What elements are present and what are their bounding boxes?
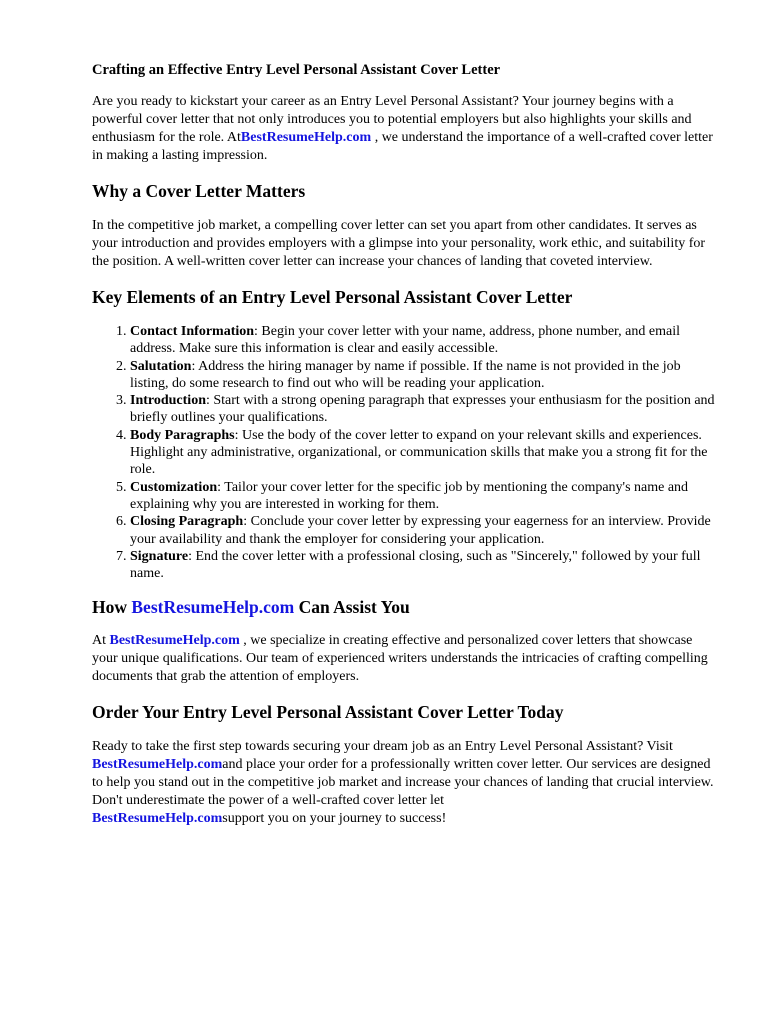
order-paragraph xyxy=(92,738,718,828)
list-item-term: Salutation xyxy=(130,358,192,374)
list-item-term: Contact Information xyxy=(130,324,255,339)
list-item xyxy=(130,358,718,393)
list-item-text: : Tailor your cover letter for the specific job by mentioning the company's name and explaining why you are interested in working for them. xyxy=(130,479,689,512)
order-text-end: support you on your journey to success! xyxy=(222,811,447,827)
list-item xyxy=(130,548,718,583)
list-item-text: : Start with a strong opening paragraph that expresses your enthusiasm for the position and briefly outlines your qualifications. xyxy=(130,393,715,426)
list-item-term: Signature xyxy=(130,548,189,564)
list-item-text: : Conclude your cover letter by expressing your eagerness for an interview. Provide your availability and thank the employer for considering your application. xyxy=(130,514,711,547)
why-heading: Why a Cover Letter Matters xyxy=(92,181,306,201)
bestresumehelp-link[interactable]: BestResumeHelp.com xyxy=(240,130,372,145)
order-text-middle: and place your order for a professionally written cover letter. Our services are designed to help you stand out in the competitive job market and increase your chances of landing that crucial interview. Don't underestimate the power of a well-crafted cover letter let xyxy=(92,757,714,809)
how-heading-end: Can Assist You xyxy=(294,597,410,618)
intro-text-start: Are you ready to kickstart your career as an Entry Level Personal Assistant? Your journey begins with a powerful cover letter that not only introduces you to potential employers but also highlights your skills and enthusiasm for the role. At xyxy=(92,94,692,145)
order-heading: Order Your Entry Level Personal Assistant Cover Letter Today xyxy=(92,702,564,723)
list-item-term: Closing Paragraph xyxy=(130,514,244,530)
list-item xyxy=(130,323,718,358)
list-item xyxy=(130,392,718,427)
list-item-text: : Begin your cover letter with your name, address, phone number, and email address. Make sure this information is clear and easily accessible. xyxy=(130,324,680,357)
how-paragraph xyxy=(92,632,718,686)
list-item-text: : Address the hiring manager by name if possible. If the name is not provided in the job listing, do some research to find out who will be reading your application. xyxy=(130,358,681,391)
how-heading xyxy=(92,596,718,618)
bestresumehelp-link[interactable]: BestResumeHelp.com xyxy=(92,757,223,773)
list-item xyxy=(130,427,718,479)
list-item xyxy=(130,479,718,514)
list-item-term: Body Paragraphs xyxy=(130,427,235,443)
bestresumehelp-link[interactable]: BestResumeHelp.com xyxy=(109,633,240,649)
list-item-text: : Use the body of the cover letter to expand on your relevant skills and experiences. Highlight any administrative, organizational, or communication skills that make you a strong fit for the role. xyxy=(130,427,708,478)
key-elements-list xyxy=(92,323,718,582)
why-paragraph: In the competitive job market, a compelling cover letter can set you apart from other candidates. It serves as your introduction and provides employers with a glimpse into your personality, work ethic, and suitability for the position. A well-written cover letter can increase your chances of landing that coveted interview. xyxy=(92,218,706,269)
order-text-start: Ready to take the first step towards securing your dream job as an Entry Level Personal Assistant? Visit xyxy=(92,739,673,755)
list-item-term: Customization xyxy=(130,479,218,495)
how-heading-start: How xyxy=(92,597,132,618)
list-item xyxy=(130,513,718,548)
list-item-text: : End the cover letter with a professional closing, such as "Sincerely," followed by your full name. xyxy=(130,548,701,582)
how-text-start: At xyxy=(92,633,110,649)
bestresumehelp-link[interactable]: BestResumeHelp.com xyxy=(92,811,223,827)
document-title: Crafting an Effective Entry Level Personal Assistant Cover Letter xyxy=(92,62,501,78)
intro-text-end: , we understand the importance of a well-crafted cover letter in making a lasting impression. xyxy=(92,130,713,163)
list-item-term: Introduction xyxy=(130,393,206,409)
bestresumehelp-link[interactable]: BestResumeHelp.com xyxy=(131,597,295,618)
key-elements-heading: Key Elements of an Entry Level Personal Assistant Cover Letter xyxy=(92,287,573,307)
how-text-end: , we specialize in creating effective and personalized cover letters that showcase your unique qualifications. Our team of experienced writers understands the intricacies of crafting compelling documents that grab the attention of employers. xyxy=(92,633,708,685)
intro-paragraph xyxy=(92,93,718,165)
